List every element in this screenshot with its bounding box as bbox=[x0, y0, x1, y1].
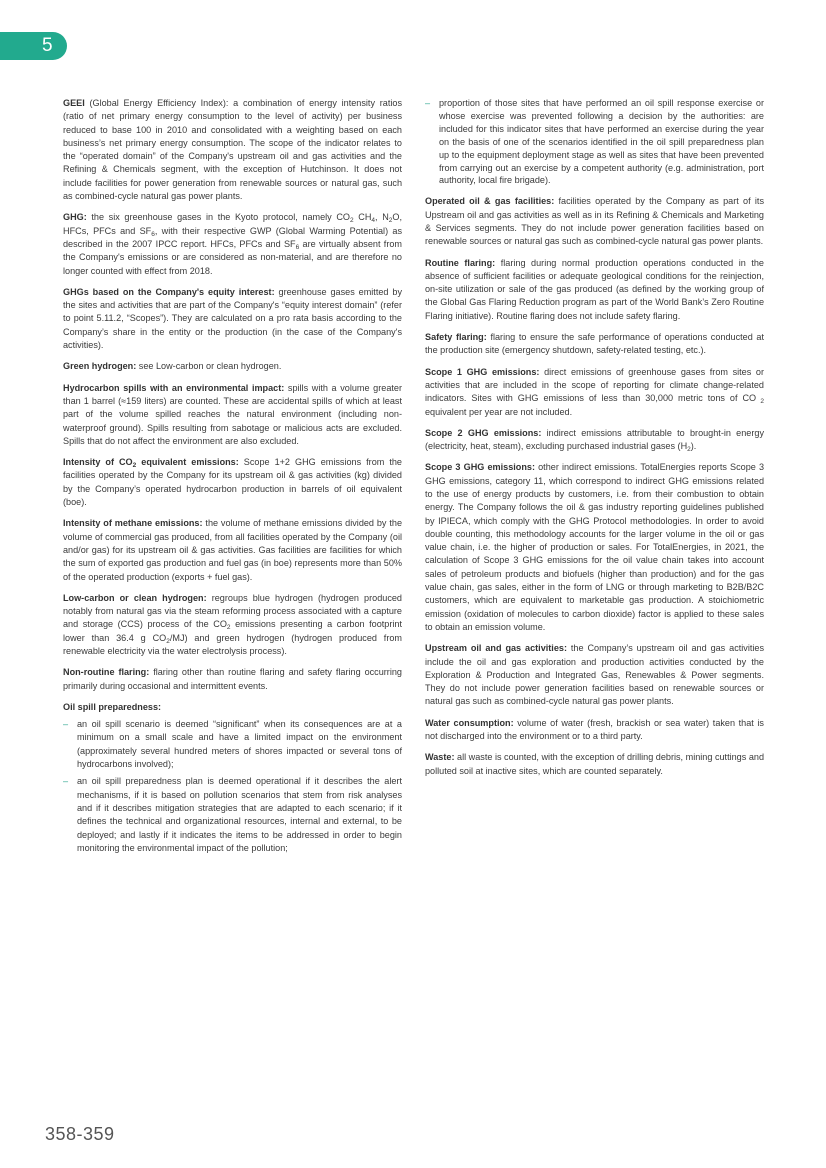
term: GHGs based on the Company's equity interest: bbox=[63, 286, 275, 297]
oil-spill-list bbox=[63, 718, 402, 855]
footer-page-range: 358-359 bbox=[45, 1124, 115, 1144]
page-number: 5 bbox=[42, 35, 53, 56]
term: Routine flaring: bbox=[425, 257, 496, 268]
left-column bbox=[63, 97, 402, 863]
definition-low-carbon-hydrogen: Low-carbon or clean hydrogen: regroups blue hydrogen (hydrogen produced notably from natural gas via the steam reforming process associated with a capture and storage (CCS) process of the $CO_2$ emissions presenting a carbon footprint lower than 36.4 g $CO_2/MJ$) and green hydrogen (hydrogen produced from renewable electricity via the water electrolysis process). bbox=[63, 592, 403, 656]
term: Low-carbon or clean hydrogen: bbox=[63, 592, 207, 603]
definition-scope1: Scope 1 GHG emissions: direct emissions of greenhouse gases from sites or activities that are included in the scope of reporting for climate change-related indicators. Sites with GHG emissions of less than 30,000 metric tons of CO $_2$ equivalent per year are not included. bbox=[425, 366, 765, 417]
definition-upstream: Upstream oil and gas activities: the Company’s upstream oil and gas activities include the oil and gas exploration and production activities conducted by the Exploration & Production and Integrated Gas, Renewables & Power segments. They do not include power generation facilities based on renewable sources or natural gas such as combined-cycle natural gas power plants. bbox=[425, 643, 765, 707]
term: Oil spill preparedness: bbox=[63, 701, 162, 712]
term: Intensity of $CO_2$ equivalent emissions: bbox=[63, 457, 239, 470]
right-column bbox=[425, 97, 764, 786]
definition-ghgs-equity: GHGs based on the Company's equity interest: greenhouse gases emitted by the sites and activities that are part of the Company's “equity interest domain” (refer to point 5.11.2, “Scopes”). They are calculated on a pro rata basis according to the Company’s share in the entity or the production (in the case of the Company's activities). bbox=[63, 286, 402, 351]
page-number-tab bbox=[0, 32, 67, 60]
definition-safety-flaring: Safety flaring: flaring to ensure the safe performance of operations conducted at the production site (emergency shutdown, safety-related testing, etc.). bbox=[425, 332, 765, 356]
definition-water-consumption: Water consumption: volume of water (fresh, brackish or sea water) taken that is not discharged into the environment or to a third party. bbox=[425, 717, 764, 742]
term: GEEI bbox=[63, 98, 85, 108]
term: Scope 2 GHG emissions: bbox=[425, 427, 542, 438]
term: Hydrocarbon spills with an environmental impact: bbox=[63, 382, 285, 393]
definition-operated-facilities: Operated oil & gas facilities: facilities operated by the Company as part of its Upstream oil and gas activities as well as in its Refining & Chemicals and Marketing & Services segments. They do not include power generation facilities based on renewable sources or natural gas such as combined-cycle natural gas power plants. bbox=[425, 196, 764, 247]
list-item: – an oil spill scenario is deemed “significant” when its consequences are at a minimum on a small scale and have a limited impact on the environment (approximately several hundred meters of shores impacted or several tons of hydrocarbons involved); bbox=[63, 718, 402, 771]
term: Operated oil & gas facilities: bbox=[425, 196, 555, 207]
definition-green-hydrogen: Green hydrogen: see Low-carbon or clean hydrogen. bbox=[63, 361, 282, 372]
definition-oil-spill-heading bbox=[63, 701, 402, 714]
definition-waste: Waste: all waste is counted, with the exception of drilling debris, mining cuttings and polluted soil at inactive sites, which are counted separately. bbox=[425, 752, 764, 776]
term: Green hydrogen: bbox=[63, 361, 137, 372]
list-item: – proportion of those sites that have performed an oil spill response exercise or whose exercise was prevented following a decision by the authorities: are included for this indicator sites that have performed an exercise during the year on the basis of one of the scenarios identified in the oil spill preparedness plan up to the equipment deployment stage as well as sites that have been prevented from carrying out an exercise by a competent authority (e.g. administration, port authority, local fire brigade). bbox=[425, 97, 764, 187]
term: Scope 3 GHG emissions: bbox=[425, 462, 535, 473]
definition-intensity-co2: Intensity of $CO_2$ equivalent emissions: Scope 1+2 GHG emissions from the facilities operated by the Company for its upstream oil & gas activities (kg) divided by the Company’s operated hydrocarbon production in barrels of oil equivalent (boe). bbox=[63, 457, 402, 508]
definition-intensity-methane: Intensity of methane emissions: the volume of methane emissions divided by the volume of commercial gas produced, from all facilities operated by the Company (oil and/or gas) for its upstream oil & gas activities. Gas facilities are facilities for which the sum of exported gas production and fuel gas (in boe) represents more than 50% of the operated production (exports + fuel gas). bbox=[63, 518, 402, 582]
term: Non-routine flaring: bbox=[63, 667, 150, 678]
definition-non-routine-flaring: Non-routine flaring: flaring other than routine flaring and safety flaring occurring primarily during occasional and intermittent events. bbox=[63, 667, 402, 691]
definition-geei: GEEI (Global Energy Efficiency Index): a combination of energy intensity ratios (ratio of net primary energy consumption to the level of activity) per business reduced to base 100 in 2010 and consolidated with a weighting based on each business’s net primary energy consumption. The scope of the indicator relates to the “operated domain” of the Company's upstream oil and gas activities and the Refining & Chemicals segment, with the exception of Hutchinson. It does not include facilities for power generation from renewable sources or natural gas, such as combined-cycle natural gas power plants. bbox=[63, 98, 402, 202]
term: Upstream oil and gas activities: bbox=[425, 643, 567, 654]
definition-scope2: Scope 2 GHG emissions: indirect emissions attributable to brought-in energy (electricity, heat, steam), excluding purchased industrial gases $(H_2)$. bbox=[425, 427, 764, 454]
term: Safety flaring: bbox=[425, 332, 487, 343]
definition-scope3: Scope 3 GHG emissions: other indirect emissions. TotalEnergies reports Scope 3 GHG emissions, category 11, which correspond to indirect GHG emissions related to the use of energy products by customers, i.e. from their combustion to obtain energy. The Company follows the oil & gas industry reporting guidelines published by IPIECA, which comply with the GHG Protocol methodologies. In order to avoid double counting, this methodology accounts for the larger volume in the oil or gas value chain, i.e. the higher of production or sales. For TotalEnergies, in 2021, the calculation of Scope 3 GHG emissions for the oil value chain takes into account sales of petroleum products and biofuels (higher than production) and for the gas value chain, gas sales, either in the form of LNG or through marketing to B2B/B2C customers, which are equivalent to marketable gas production. A stoichiometric emission (oxidation of molecules to carbon dioxide) factor is applied to these sales to obtain an emission volume. bbox=[425, 462, 765, 632]
term: GHG: bbox=[63, 212, 87, 223]
definition-routine-flaring: Routine flaring: flaring during normal production operations conducted in the absence of sufficient facilities or adequate geological conditions for the reinjection, on-site utilization or sale of the gas produced (as defined by the working group of the Global Gas Flaring Reduction program as part of the World Bank’s Zero Routine Flaring initiative). Routine flaring does not include safety flaring. bbox=[425, 257, 764, 321]
definition-ghg: GHG: the six greenhouse gases in the Kyoto protocol, namely $CO_2$ $CH_4$, $N_2O$, HFCs, PFCs and $SF_6$, with their respective GWP (Global Warming Potential) as described in the 2007 IPCC report. HFCs, PFCs and $SF_6$ are virtually absent from the Company's emissions or are considered as non-material, and are therefore no longer counted with effect from 2018. bbox=[63, 212, 403, 276]
term: Scope 1 GHG emissions: bbox=[425, 366, 540, 377]
list-item: – an oil spill preparedness plan is deemed operational if it describes the alert mechanisms, if it is based on pollution scenarios that stem from risk analyses and if it describes mitigation strategies that are adapted to each scenario; if it defines the technical and organizational resources, internal and external, to be deployed; and lastly if it indicates the items to be addressed in order to begin monitoring the environmental impact of the pollution; bbox=[63, 775, 402, 855]
oil-spill-list-continued bbox=[425, 97, 764, 187]
term: Water consumption: bbox=[425, 717, 514, 728]
term: Waste: bbox=[425, 752, 455, 763]
term: Intensity of methane emissions: bbox=[63, 518, 203, 529]
definition-hydrocarbon-spills: Hydrocarbon spills with an environmental impact: spills with a volume greater than 1 barrel (≈159 liters) are counted. These are accidental spills of which at least part of the volume spilled reaches the natural environment (including non-waterproof ground). Spills resulting from sabotage or malicious acts are excluded. Spills that do not affect the environment are also excluded. bbox=[63, 382, 402, 446]
